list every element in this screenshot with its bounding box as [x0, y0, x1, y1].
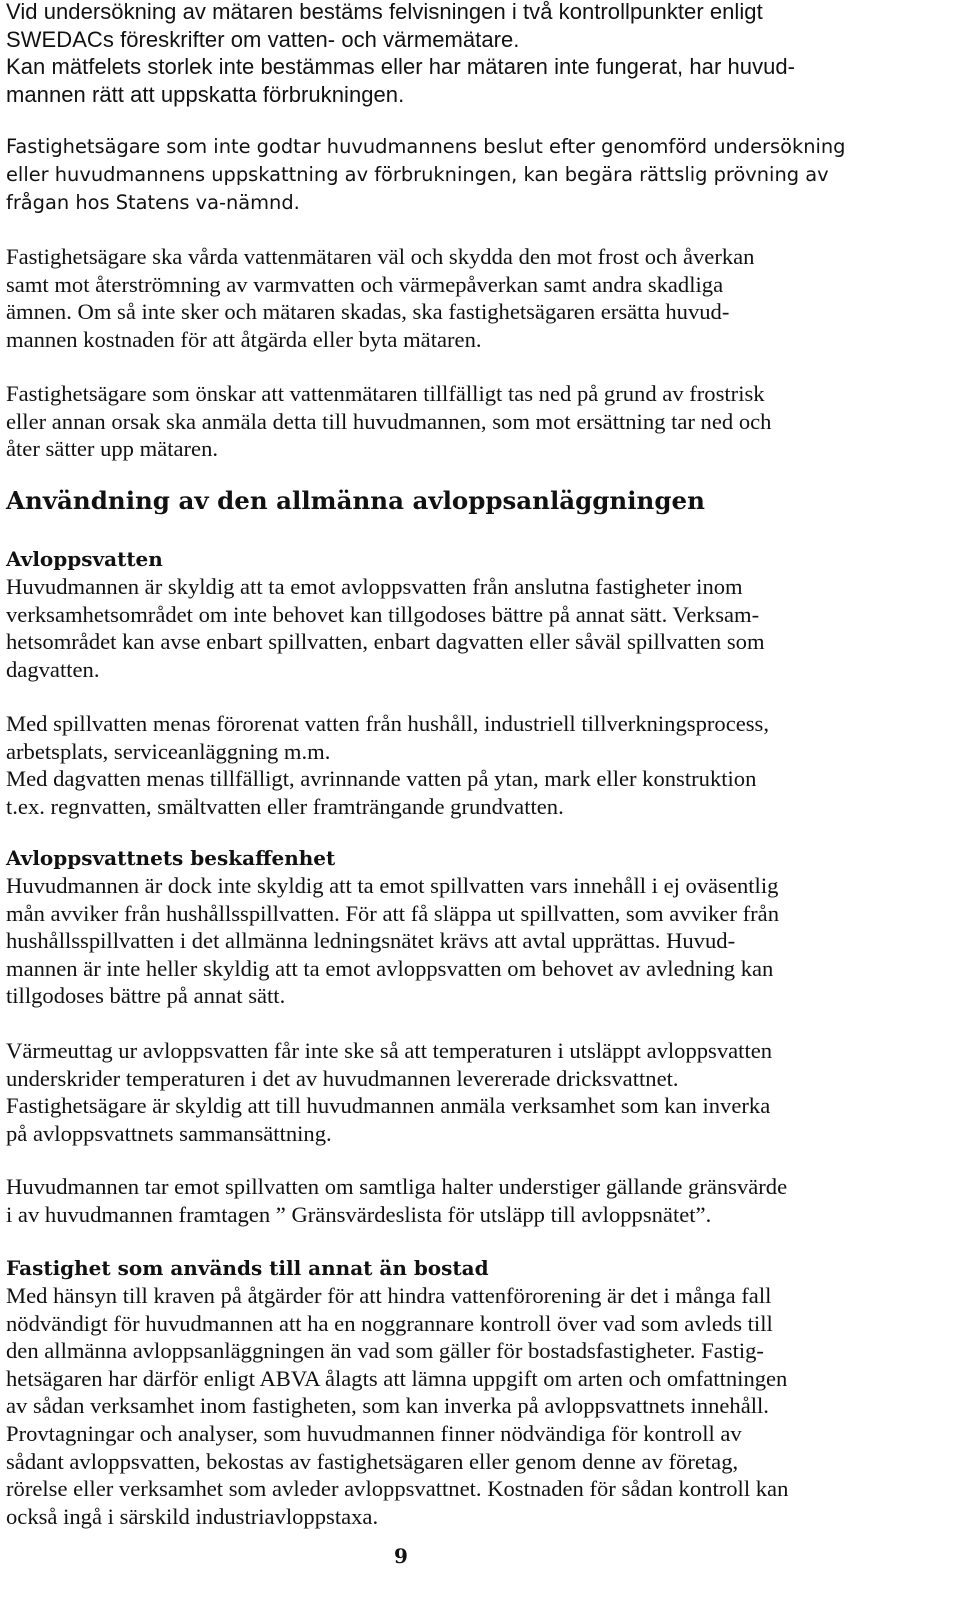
text-line: Med dagvatten menas tillfälligt, avrinnande vatten på ytan, mark eller konstruktion	[6, 766, 757, 792]
text-line: Fastighetsägare som önskar att vattenmätaren tillfälligt tas ned på grund av frostrisk	[6, 381, 765, 406]
paragraph-p8	[6, 1037, 772, 1147]
text-line: Huvudmannen tar emot spillvatten om samtliga halter understiger gällande gränsvärde	[6, 1174, 788, 1199]
text-line: Kan mätfelets storlek inte bestämmas eller har mätaren inte fungerat, har huvud-	[6, 54, 796, 79]
text-line: Med spillvatten menas förorenat vatten från hushåll, industriell tillverkningsprocess,	[6, 711, 769, 736]
paragraph-p3	[6, 243, 754, 353]
text-line: eller huvudmannens uppskattning av förbrukningen, kan begära rättslig prövning av	[6, 163, 829, 187]
text-line: också ingå i särskild industriavloppstaxa.	[6, 1503, 379, 1529]
text-line: verksamhetsområdet om inte behovet kan tillgodoses bättre på annat sätt. Verksam-	[6, 601, 760, 627]
text-line: mannen kostnaden för att åtgärda eller byta mätaren.	[6, 326, 482, 352]
text-line: på avloppsvattnets sammansättning.	[6, 1120, 332, 1146]
text-line: i av huvudmannen framtagen ” Gränsvärdeslista för utsläpp till avloppsnätet”.	[6, 1201, 712, 1227]
text-line: Huvudmannen är dock inte skyldig att ta emot spillvatten vars innehåll i ej oväsentlig	[6, 873, 779, 898]
heading-h1	[6, 486, 705, 516]
paragraph-p4	[6, 380, 771, 463]
heading-h2a	[6, 546, 163, 573]
text-line: mannen är inte heller skyldig att ta emot avloppsvatten om behovet av avledning kan	[6, 955, 774, 981]
text-line: underskrider temperaturen i det av huvudmannen levererade dricksvattnet.	[6, 1065, 679, 1091]
text-line: Med hänsyn till kraven på åtgärder för att hindra vattenförorening är det i många fall	[6, 1283, 772, 1308]
heading-text: Avloppsvattnets beskaffenhet	[6, 846, 336, 870]
text-line: nödvändigt för huvudmannen att ha en noggrannare kontroll över vad som avleds till	[6, 1310, 773, 1336]
text-line: Fastighetsägare som inte godtar huvudmannens beslut efter genomförd undersökning	[6, 135, 846, 158]
paragraph-p2	[6, 133, 845, 218]
page-number: 9	[394, 1544, 408, 1568]
text-line: SWEDACs föreskrifter om vatten- och värmemätare.	[6, 26, 520, 52]
text-line: sådant avloppsvatten, bekostas av fastighetsägaren eller genom denne av företag,	[6, 1448, 739, 1474]
text-line: dagvatten.	[6, 656, 100, 682]
text-line: hushållsspillvatten i det allmänna ledningsnätet krävs att avtal upprättas. Huvud-	[6, 928, 736, 954]
text-line: rörelse eller verksamhet som avleder avloppsvattnet. Kostnaden för sådan kontroll kan	[6, 1476, 789, 1502]
text-line: mån avviker från hushållsspillvatten. För att få släppa ut spillvatten, som avviker från	[6, 900, 780, 926]
text-line: tillgodoses bättre på annat sätt.	[6, 983, 286, 1009]
text-line: Fastighetsägare ska vårda vattenmätaren väl och skydda den mot frost och åverkan	[6, 244, 755, 269]
paragraph-p10	[6, 1282, 788, 1530]
heading-text: Avloppsvatten	[6, 547, 163, 571]
paragraph-p9	[6, 1173, 787, 1228]
text-line: Provtagningar och analyser, som huvudmannen finner nödvändiga för kontroll av	[6, 1420, 742, 1446]
heading-text: Användning av den allmänna avloppsanläggningen	[6, 486, 705, 515]
text-line: hetsområdet kan avse enbart spillvatten, enbart dagvatten eller såväl spillvatten som	[6, 629, 765, 655]
text-line: t.ex. regnvatten, smältvatten eller framträngande grundvatten.	[6, 793, 564, 819]
paragraph-p7	[6, 872, 779, 1010]
text-line: åter sätter upp mätaren.	[6, 436, 219, 462]
text-line: samt mot återströmning av varmvatten och värmepåverkan samt andra skadliga	[6, 271, 724, 297]
paragraph-p6	[6, 710, 769, 820]
text-line: mannen rätt att uppskatta förbrukningen.	[6, 81, 405, 107]
text-line: frågan hos Statens va-nämnd.	[6, 191, 300, 215]
text-line: den allmänna avloppsanläggningen än vad som gäller för bostadsfastigheter. Fastig-	[6, 1338, 764, 1364]
text-line: Vid undersökning av mätaren bestäms felvisningen i två kontrollpunkter enligt	[6, 0, 763, 24]
heading-h2b	[6, 845, 335, 872]
text-line: Huvudmannen är skyldig att ta emot avloppsvatten från anslutna fastigheter inom	[6, 574, 743, 599]
paragraph-p1	[6, 0, 795, 108]
text-line: eller annan orsak ska anmäla detta till huvudmannen, som mot ersättning tar ned och	[6, 408, 772, 434]
text-line: Värmeuttag ur avloppsvatten får inte ske så att temperaturen i utsläppt avloppsvatten	[6, 1038, 773, 1063]
heading-text: Fastighet som används till annat än bostad	[6, 1256, 489, 1280]
paragraph-p5	[6, 573, 765, 683]
text-line: Fastighetsägare är skyldig att till huvudmannen anmäla verksamhet som kan inverka	[6, 1093, 771, 1119]
heading-h2c	[6, 1255, 489, 1282]
text-line: hetsägaren har därför enligt ABVA ålagts att lämna uppgift om arten och omfattningen	[6, 1365, 788, 1391]
text-line: ämnen. Om så inte sker och mätaren skadas, ska fastighetsägaren ersätta huvud-	[6, 299, 730, 325]
text-line: arbetsplats, serviceanläggning m.m.	[6, 738, 331, 764]
text-line: av sådan verksamhet inom fastigheten, som kan inverka på avloppsvattnets innehåll.	[6, 1393, 769, 1419]
